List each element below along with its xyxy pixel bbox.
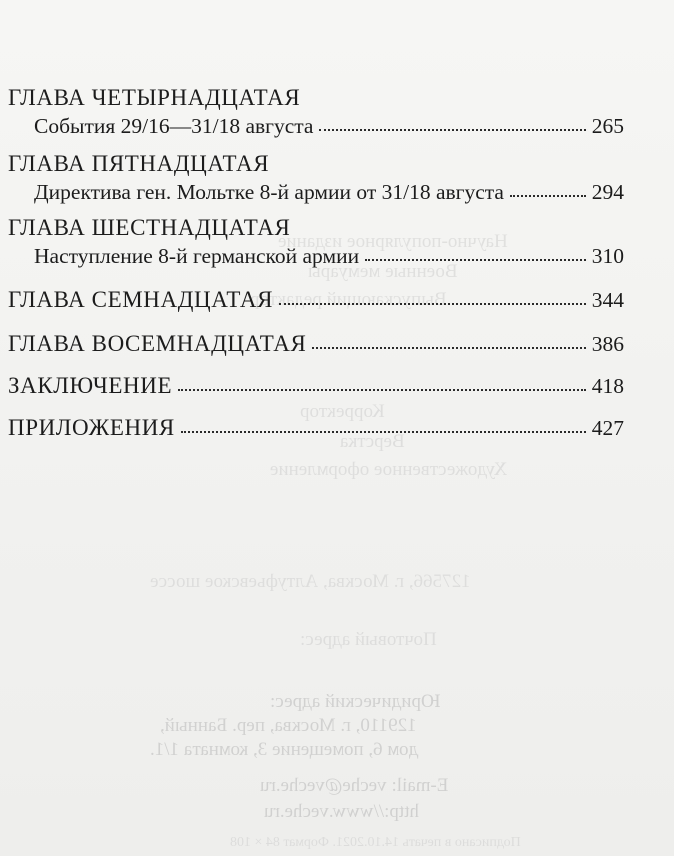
show-through-line: 129110, г. Москва, пер. Банный, xyxy=(160,715,417,736)
page-number: 310 xyxy=(591,244,624,268)
dot-leader xyxy=(178,388,586,391)
chapter-subtitle: События 29/16—31/18 августа xyxy=(34,114,314,138)
show-through-line: Корректор xyxy=(300,401,385,422)
show-through-line: Выпускающий редактор xyxy=(250,289,447,310)
show-through-line: Подписано в печать 14.10.2021. Формат 84 × 108 xyxy=(230,835,521,850)
dot-leader xyxy=(279,302,586,305)
chapter-title: ГЛАВА ЧЕТЫРНАДЦАТАЯ xyxy=(8,85,301,110)
toc-line xyxy=(8,246,624,268)
chapter-title: ГЛАВА ВОСЕМНАДЦАТАЯ xyxy=(8,331,307,356)
show-through-line: Художественное оформление xyxy=(270,459,508,480)
show-through-line: E-mail: veche@veche.ru xyxy=(260,775,449,796)
page-number: 418 xyxy=(591,374,624,398)
toc-line xyxy=(8,182,624,204)
page-number: 265 xyxy=(591,114,624,138)
dot-leader xyxy=(312,346,585,349)
chapter-title: ПРИЛОЖЕНИЯ xyxy=(8,415,175,440)
dot-leader xyxy=(510,194,586,197)
dot-leader xyxy=(319,128,585,131)
toc-line xyxy=(8,288,624,312)
show-through-line: Научно-популярное издание xyxy=(278,231,508,252)
chapter-subtitle: Директива ген. Мольтке 8-й армии от 31/18 августа xyxy=(34,180,504,204)
toc-line xyxy=(8,116,624,138)
chapter-title: ЗАКЛЮЧЕНИЕ xyxy=(8,373,173,398)
chapter-title: ГЛАВА ШЕСТНАДЦАТАЯ xyxy=(8,215,291,240)
toc-line xyxy=(8,332,624,356)
dot-leader xyxy=(365,258,586,261)
page-number: 294 xyxy=(591,180,624,204)
page-number: 386 xyxy=(591,332,624,356)
show-through-line: Юридический адрес: xyxy=(270,691,441,712)
show-through-line: Почтовый адрес: xyxy=(300,629,437,650)
toc-line xyxy=(8,416,624,440)
toc-line xyxy=(8,374,624,398)
page-number: 344 xyxy=(591,288,624,312)
show-through-line: Верстка xyxy=(340,431,405,452)
chapter-title: ГЛАВА СЕМНАДЦАТАЯ xyxy=(8,287,274,312)
show-through-line: http://www.veche.ru xyxy=(264,801,419,822)
dot-leader xyxy=(181,430,586,433)
show-through-line: 127566, г. Москва, Алтуфьевское шоссе xyxy=(150,571,471,592)
page-number: 427 xyxy=(591,416,624,440)
chapter-subtitle: Наступление 8-й германской армии xyxy=(34,244,360,268)
chapter-title: ГЛАВА ПЯТНАДЦАТАЯ xyxy=(8,151,270,176)
show-through-line: Военные мемуары xyxy=(308,261,458,282)
show-through-line: дом 6, помещение 3, комната 1/1. xyxy=(150,739,419,760)
